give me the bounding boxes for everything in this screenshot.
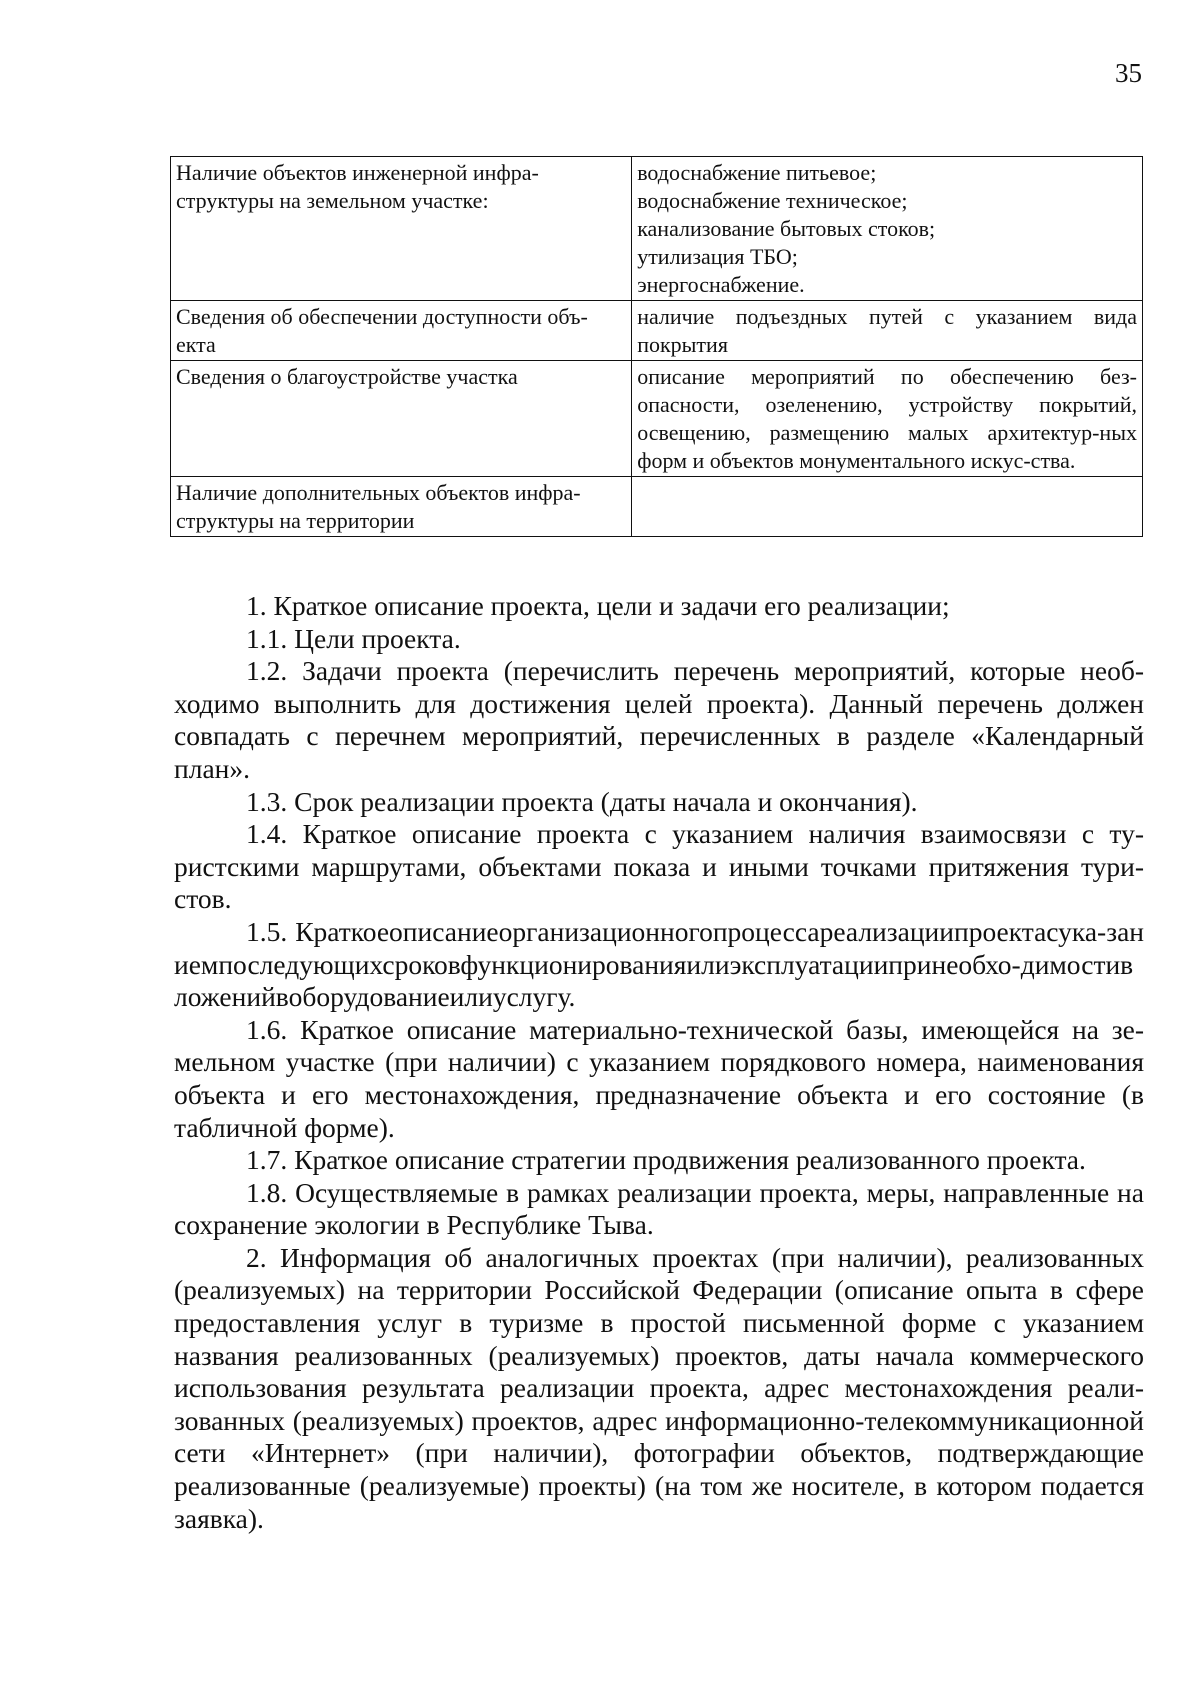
table-cell-label: Наличие дополнительных объектов инфра-структуры на территории: [171, 477, 632, 537]
body-text: [174, 590, 1144, 1535]
table-cell-label: Сведения о благоустройстве участка: [171, 361, 632, 477]
cell-line: водоснабжение питьевое;: [637, 160, 877, 185]
table-row: [171, 361, 1143, 477]
cell-line: водоснабжение техническое;: [637, 188, 908, 213]
page-number: 35: [1115, 58, 1142, 88]
paragraph: 1.6. Краткое описание материально-технической базы, имеющейся на зе-мельном участке (при наличии) с указанием порядкового номера, наименования объекта и его местонахождения, предназначение объекта и его состояние (в табличной форме).: [174, 1013, 1144, 1143]
paragraph: 1.1. Цели проекта.: [246, 622, 461, 654]
table-cell-value: наличие подъездных путей с указанием вида покрытия: [632, 301, 1143, 361]
table-cell-value: описание мероприятий по обеспечению без-опасности, озеленению, устройству покрытий, освещению, размещению малых архитектур-ных форм и объектов монументального искус-ства.: [632, 361, 1143, 477]
table-row: [171, 157, 1143, 301]
cell-line: утилизация ТБО;: [637, 244, 798, 269]
paragraph: 1.7. Краткое описание стратегии продвижения реализованного проекта.: [246, 1144, 1086, 1176]
paragraph: 1.8. Осуществляемые в рамках реализации проекта, меры, направленные на сохранение экологии в Республике Тыва.: [174, 1176, 1144, 1241]
paragraph: 1.4. Краткое описание проекта с указанием наличия взаимосвязи с ту-ристскими маршрутами, объектами показа и иными точками притяжения тури-стов.: [174, 818, 1144, 915]
table-cell-label: Наличие объектов инженерной инфра-структуры на земельном участке:: [171, 157, 632, 301]
paragraph: 1.2. Задачи проекта (перечислить перечень мероприятий, которые необ-ходимо выполнить для достижения целей проекта). Данный перечень должен совпадать с перечнем мероприятий, перечисленных в разделе «Календарный план».: [174, 655, 1144, 784]
table-row: [171, 301, 1143, 361]
paragraph: 2. Информация об аналогичных проектах (при наличии), реализованных (реализуемых) на территории Российской Федерации (описание опыта в сфере предоставления услуг в туризме в простой письменной форме с указанием названия реализованных (реализуемых) проектов, даты начала коммерческого использования результата реализации проекта, адрес местонахождения реали-зованных (реализуемых) проектов, адрес информационно-телекоммуникационной сети «Интернет» (при наличии), фотографии объектов, подтверждающие реализованные (реализуемые) проекты) (на том же носителе, в котором подается заявка).: [174, 1241, 1144, 1534]
table-cell-value: [632, 157, 1143, 301]
cell-line: энергоснабжение.: [637, 272, 805, 297]
table-row: [171, 477, 1143, 537]
info-table: [170, 156, 1143, 537]
paragraph: 1.5. Краткоеописаниеорганизационногопроцессареализациипроектасука-заниемпоследующихсроковфункционированияилиэксплуатациипринеобхо-димостивложенийвоборудованиеилиуслугу.: [174, 915, 1144, 1013]
paragraph: 1.3. Срок реализации проекта (даты начала и окончания).: [246, 785, 918, 817]
table-cell-label: Сведения об обеспечении доступности объ-екта: [171, 301, 632, 361]
cell-line: канализование бытовых стоков;: [637, 216, 936, 241]
table-cell-value: [632, 477, 1143, 537]
paragraph: 1. Краткое описание проекта, цели и задачи его реализации;: [246, 590, 950, 621]
